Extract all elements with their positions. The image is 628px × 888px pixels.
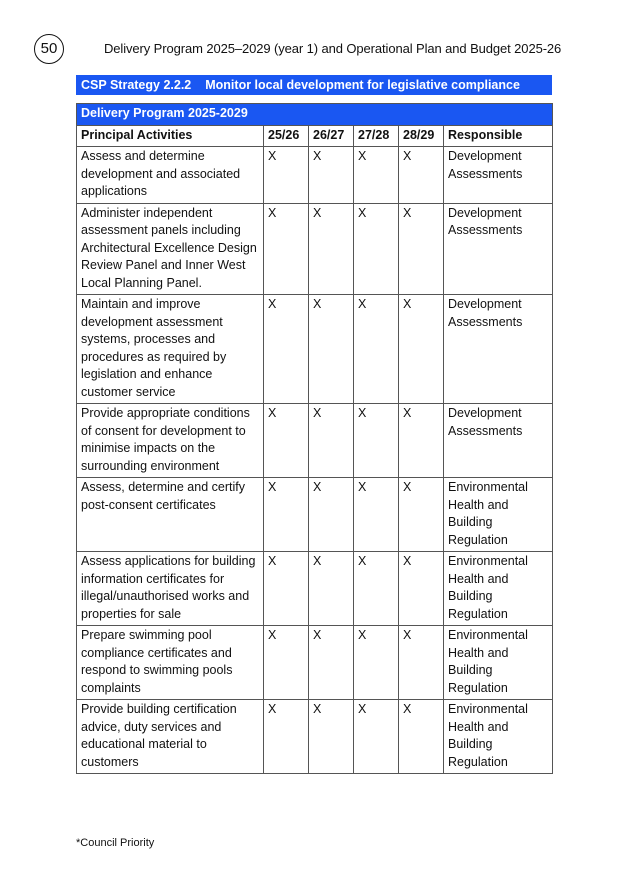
year-cell: X: [309, 295, 354, 404]
column-header-responsible: Responsible: [444, 125, 553, 147]
year-cell: X: [354, 478, 399, 552]
responsible-cell: Environmental Health and Building Regulation: [444, 552, 553, 626]
column-header-26-27: 26/27: [309, 125, 354, 147]
table-row: [77, 404, 553, 478]
strategy-code: CSP Strategy 2.2.2: [81, 78, 192, 92]
table-row: [77, 147, 553, 204]
year-cell: X: [309, 626, 354, 700]
responsible-cell: Development Assessments: [444, 404, 553, 478]
year-cell: X: [354, 404, 399, 478]
responsible-cell: Development Assessments: [444, 295, 553, 404]
table-row: [77, 626, 553, 700]
activity-cell: Assess and determine development and associated applications: [77, 147, 264, 204]
year-cell: X: [264, 552, 309, 626]
footnote: *Council Priority: [76, 837, 155, 849]
year-cell: X: [309, 700, 354, 774]
year-cell: X: [264, 203, 309, 295]
table-row: [77, 295, 553, 404]
year-cell: X: [264, 295, 309, 404]
responsible-cell: Development Assessments: [444, 203, 553, 295]
document-title: Delivery Program 2025–2029 (year 1) and Operational Plan and Budget 2025-26: [104, 41, 562, 56]
strategy-title: Monitor local development for legislative compliance: [205, 78, 520, 92]
responsible-cell: Environmental Health and Building Regulation: [444, 478, 553, 552]
table-row: [77, 552, 553, 626]
year-cell: X: [264, 147, 309, 204]
page-number: 50: [34, 34, 64, 64]
activity-cell: Prepare swimming pool compliance certificates and respond to swimming pools complaints: [77, 626, 264, 700]
responsible-cell: Development Assessments: [444, 147, 553, 204]
year-cell: X: [354, 626, 399, 700]
activity-cell: Maintain and improve development assessment systems, processes and procedures as required by legislation and enhance customer service: [77, 295, 264, 404]
table-row: [77, 700, 553, 774]
year-cell: X: [399, 404, 444, 478]
year-cell: X: [309, 147, 354, 204]
year-cell: X: [354, 147, 399, 204]
year-cell: X: [354, 552, 399, 626]
year-cell: X: [264, 478, 309, 552]
year-cell: X: [264, 626, 309, 700]
year-cell: X: [399, 552, 444, 626]
responsible-cell: Environmental Health and Building Regulation: [444, 700, 553, 774]
year-cell: X: [309, 478, 354, 552]
year-cell: X: [264, 700, 309, 774]
activity-cell: Provide building certification advice, duty services and educational material to customers: [77, 700, 264, 774]
year-cell: X: [399, 700, 444, 774]
year-cell: X: [399, 295, 444, 404]
table-row: [77, 203, 553, 295]
activity-cell: Administer independent assessment panels including Architectural Excellence Design Review Panel and Inner West Local Planning Panel.: [77, 203, 264, 295]
column-header-27-28: 27/28: [354, 125, 399, 147]
program-label: Delivery Program 2025-2029: [77, 104, 553, 126]
year-cell: X: [354, 700, 399, 774]
year-cell: X: [309, 203, 354, 295]
year-cell: X: [309, 552, 354, 626]
year-cell: X: [264, 404, 309, 478]
activities-table: [76, 103, 553, 774]
column-header-activities: Principal Activities: [77, 125, 264, 147]
year-cell: X: [399, 147, 444, 204]
activity-cell: Assess applications for building information certificates for illegal/unauthorised works and properties for sale: [77, 552, 264, 626]
year-cell: X: [309, 404, 354, 478]
column-header-25-26: 25/26: [264, 125, 309, 147]
year-cell: X: [354, 203, 399, 295]
activity-cell: Provide appropriate conditions of consent for development to minimise impacts on the surrounding environment: [77, 404, 264, 478]
program-header-row: [77, 104, 553, 126]
year-cell: X: [399, 203, 444, 295]
strategy-heading: [76, 75, 552, 95]
column-header-row: [77, 125, 553, 147]
responsible-cell: Environmental Health and Building Regulation: [444, 626, 553, 700]
activity-cell: Assess, determine and certify post-consent certificates: [77, 478, 264, 552]
year-cell: X: [399, 478, 444, 552]
year-cell: X: [354, 295, 399, 404]
column-header-28-29: 28/29: [399, 125, 444, 147]
year-cell: X: [399, 626, 444, 700]
table-row: [77, 478, 553, 552]
